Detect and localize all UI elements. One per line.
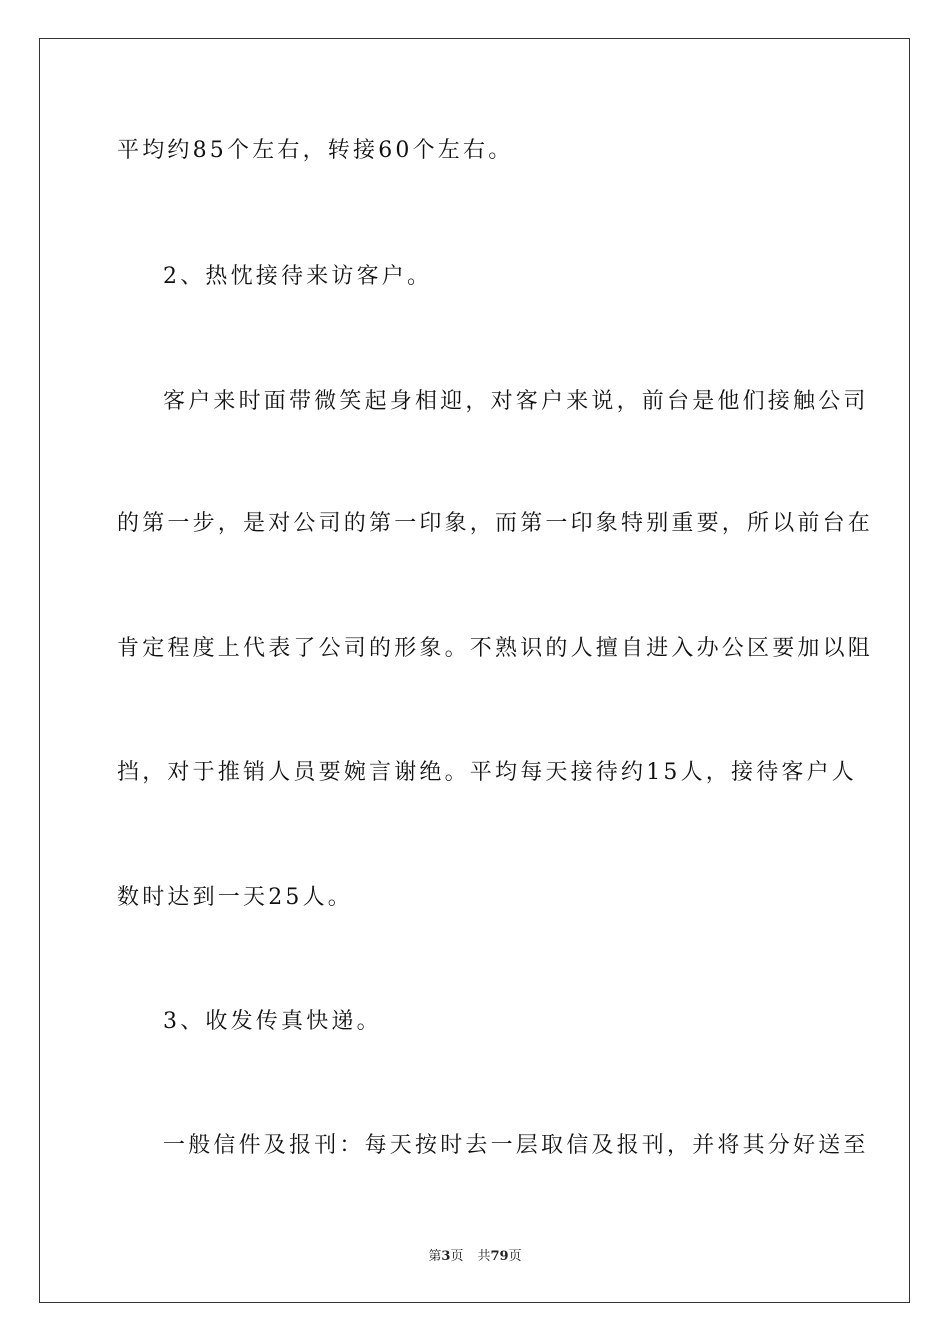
- page-prefix: 第: [428, 1249, 442, 1264]
- total-pages: 79: [490, 1249, 509, 1264]
- section-heading-2: 2、热忱接待来访客户。: [163, 264, 433, 289]
- text-line-5: 肯定程度上代表了公司的形象。不熟识的人擅自进入办公区要加以阻: [117, 636, 874, 661]
- section-heading-3: 3、收发传真快递。: [163, 1009, 382, 1034]
- text-line-9: 一般信件及报刊：每天按时去一层取信及报刊，并将其分好送至: [163, 1133, 869, 1158]
- text-line-4: 的第一步，是对公司的第一印象，而第一印象特别重要，所以前台在: [117, 511, 874, 536]
- total-prefix: 共: [477, 1249, 491, 1264]
- page-border: [39, 38, 910, 1303]
- page-suffix: 页: [450, 1249, 464, 1264]
- page-footer: [0, 1248, 950, 1266]
- text-line-6: 挡，对于推销人员要婉言谢绝。平均每天接待约15人，接待客户人: [117, 760, 857, 785]
- total-suffix: 页: [508, 1249, 522, 1264]
- text-line-1: 平均约85个左右，转接60个左右。: [117, 138, 514, 163]
- text-line-3: 客户来时面带微笑起身相迎，对客户来说，前台是他们接触公司: [163, 389, 869, 414]
- text-line-7: 数时达到一天25人。: [117, 885, 353, 910]
- page-number: 3: [441, 1249, 451, 1264]
